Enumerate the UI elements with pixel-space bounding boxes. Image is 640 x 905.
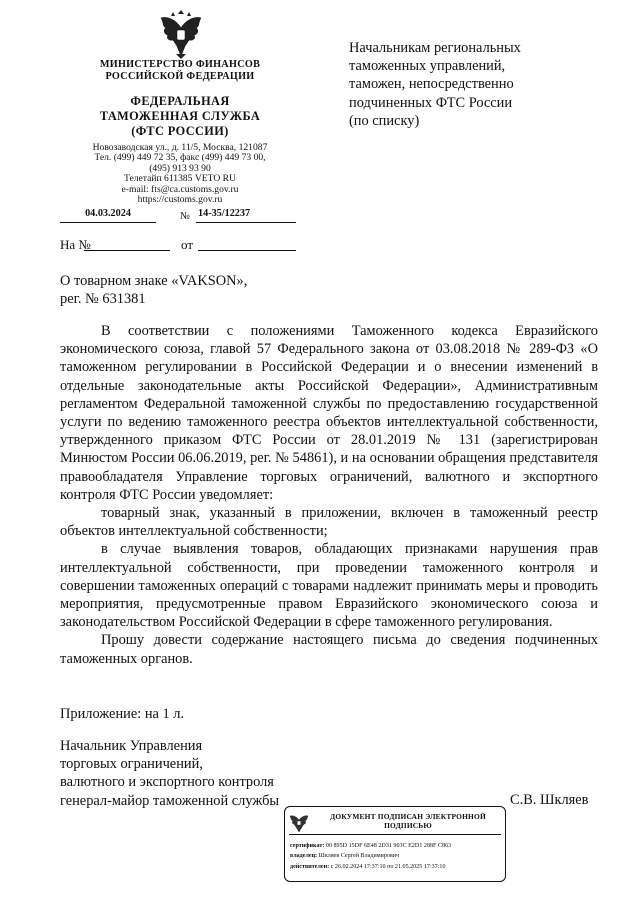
stamp-certificate-value: 00 895D 15DF 6E48 2D31 903C E2D1 288F C863 xyxy=(325,843,452,849)
contact-website: https://customs.gov.ru xyxy=(137,194,223,206)
registration-date-line xyxy=(60,222,156,223)
stamp-owner-row xyxy=(290,851,504,861)
stamp-owner-value: Шкляев Сергей Владимирович xyxy=(318,853,400,860)
signer-position xyxy=(60,737,350,810)
electronic-signature-stamp xyxy=(284,806,506,882)
contact-phone-2: (495) 913 93 90 xyxy=(149,162,211,174)
signer-position-line: валютного и экспортного контроля xyxy=(60,774,274,791)
stamp-certificate-label: сертификат: xyxy=(290,843,325,849)
body-paragraph: Прошу довести содержание настоящего письма до сведения подчиненных таможенных органов. xyxy=(60,632,598,667)
ministry-line: РОССИЙСКОЙ ФЕДЕРАЦИИ xyxy=(105,71,255,82)
reply-to-date-label: от xyxy=(181,237,194,252)
addressee-line: подчиненных ФТС России xyxy=(349,94,513,111)
signer-position-line: торговых ограничений, xyxy=(60,756,203,773)
body-paragraph: товарный знак, указанный в приложении, включен в таможенный реестр объектов интеллектуальной собственности; xyxy=(60,505,598,540)
registration-number-line xyxy=(196,222,296,223)
stamp-title xyxy=(313,812,503,830)
sender-contacts xyxy=(60,143,300,205)
addressee xyxy=(349,39,589,130)
service-line: ТАМОЖЕННАЯ СЛУЖБА xyxy=(99,109,261,123)
addressee-line: (по списку) xyxy=(349,112,420,129)
appendix-note: Приложение: на 1 л. xyxy=(60,706,185,722)
stamp-details xyxy=(290,841,504,872)
reply-to-number-label: На № xyxy=(60,237,91,252)
signer-position-line: генерал-майор таможенной службы xyxy=(60,792,280,809)
service-line: ФЕДЕРАЛЬНАЯ xyxy=(130,94,230,108)
stamp-title-line: ДОКУМЕНТ ПОДПИСАН ЭЛЕКТРОННОЙ xyxy=(330,812,486,821)
coat-of-arms-emblem xyxy=(158,10,204,60)
body-paragraph: в случае выявления товаров, обладающих признаками нарушения прав интеллектуальной собственности, при проведении таможенного контроля и совершении таможенных операций с товарами надлежит принимать меры и проводить мероприятия, предусмотренные правом Евразийского экономического союза и законодательством Российской Федерации в сфере таможенного регулирования. xyxy=(60,541,598,631)
registration-number-label: № xyxy=(180,211,191,222)
contact-phone: Тел. (499) 449 72 35, факс (499) 449 73 00, xyxy=(94,152,266,164)
contact-address: Новозаводская ул., д. 11/5, Москва, 121087 xyxy=(92,142,268,153)
reply-to-number-blank xyxy=(84,250,170,251)
stamp-divider xyxy=(289,834,501,835)
stamp-owner-label: владелец: xyxy=(290,853,318,860)
signer-name: С.В. Шкляев xyxy=(510,792,589,808)
ministry-name xyxy=(60,59,300,83)
stamp-valid-row xyxy=(290,862,504,872)
stamp-valid-label: действителен: xyxy=(290,863,330,870)
registration-number: 14-35/12237 xyxy=(198,208,251,219)
addressee-line: Начальникам региональных xyxy=(349,40,521,56)
addressee-line: таможенных управлений, xyxy=(349,58,506,75)
ministry-line: МИНИСТЕРСТВО ФИНАНСОВ xyxy=(99,59,261,70)
emblem-icon xyxy=(289,813,309,833)
subject-line: рег. № 631381 xyxy=(60,291,146,308)
stamp-valid-value: с 26.02.2024 17:37:10 по 21.05.2025 17:37:10 xyxy=(330,863,446,870)
letter-subject xyxy=(60,272,340,308)
addressee-line: таможен, непосредственно xyxy=(349,76,514,93)
service-line: (ФТС РОССИИ) xyxy=(131,124,229,138)
contact-email: e-mail: fts@ca.customs.gov.ru xyxy=(121,183,239,195)
contact-teletype: Телетайп 611385 VETO RU xyxy=(124,173,236,185)
service-name xyxy=(60,94,300,139)
reply-to-date-blank xyxy=(198,250,296,251)
letter-body xyxy=(60,322,598,668)
stamp-title-line: ПОДПИСЬЮ xyxy=(384,821,432,830)
subject-line: О товарном знаке «VAKSON», xyxy=(60,273,248,289)
body-paragraph: В соответствии с положениями Таможенного кодекса Евразийского экономического союза, главой 57 Федерального закона от 03.08.2018 № 289-ФЗ «О таможенном регулировании в Российской Федерации и о внесении изменений в отдельные законодательные акты Российской Федерации», Административным регламентом Федеральной таможенной службы по предоставлению государственной услуги по ведению таможенного реестра объектов интеллектуальной собственности, утвержденного приказом ФТС России от 28.01.2019 № 131 (зарегистрирован Минюстом России 06.06.2019, рег. № 54861), и на основании обращения представителя правообладателя Управление торговых ограничений, валютного и экспортного контроля ФТС России уведомляет: xyxy=(60,323,598,503)
signer-position-line: Начальник Управления xyxy=(60,738,203,754)
registration-date: 04.03.2024 xyxy=(85,208,131,219)
stamp-certificate-row xyxy=(290,841,504,851)
